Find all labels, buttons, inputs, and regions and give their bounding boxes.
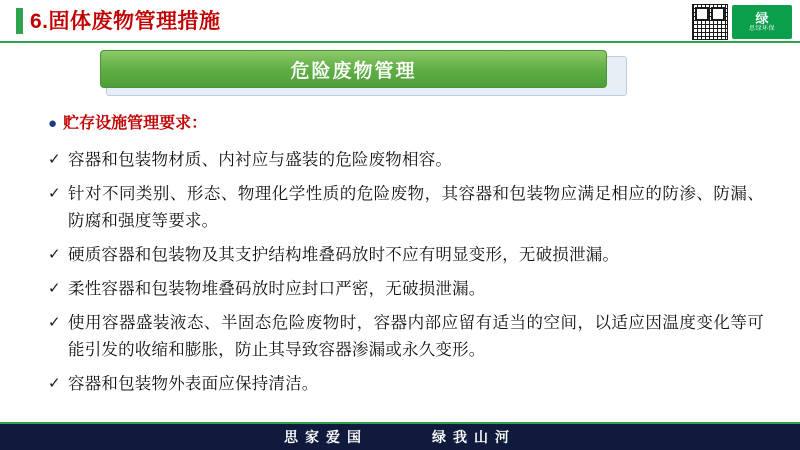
lead-line <box>48 112 764 136</box>
section-banner <box>100 50 625 94</box>
check-icon: ✓ <box>48 246 61 263</box>
list-item <box>48 275 764 302</box>
list-item-text: 容器和包装物材质、内衬应与盛装的危险废物相容。 <box>68 150 453 169</box>
list-item-text: 容器和包装物外表面应保持清洁。 <box>68 374 319 393</box>
list-item <box>48 180 764 234</box>
banner-title: 危险废物管理 <box>290 60 417 82</box>
company-logo <box>732 5 792 39</box>
check-icon: ✓ <box>48 314 61 331</box>
banner-plate <box>100 50 607 88</box>
list-item <box>48 146 764 173</box>
check-icon: ✓ <box>48 280 61 297</box>
logo-text: 思绿环保 <box>748 25 775 32</box>
slide-header <box>0 0 800 42</box>
lead-heading: 贮存设施管理要求： <box>63 115 208 132</box>
brand-logo-group <box>692 4 792 40</box>
page-title: 6.固体废物管理措施 <box>30 10 221 33</box>
slide-footer <box>0 424 800 450</box>
list-item-text: 柔性容器和包装物堆叠码放时应封口严密，无破损泄漏。 <box>68 279 486 298</box>
logo-mark: 绿 <box>755 10 769 26</box>
header-accent-bar <box>16 8 23 34</box>
list-item-text: 使用容器盛装液态、半固态危险废物时，容器内部应留有适当的空间，以适应因温度变化等可能引发的收缩和膨胀，防止其导致容器渗漏或永久变形。 <box>68 313 764 359</box>
qr-code-icon[interactable] <box>692 4 728 40</box>
bullet-dot-icon: ● <box>48 116 58 132</box>
list-item <box>48 370 764 397</box>
header-divider <box>0 41 800 43</box>
footer-left-text: 思家爱国 <box>284 429 368 445</box>
list-item-text: 针对不同类别、形态、物理化学性质的危险废物，其容器和包装物应满足相应的防渗、防漏、防腐和强度等要求。 <box>68 184 764 230</box>
slide-body <box>48 112 764 404</box>
list-item <box>48 309 764 363</box>
check-icon: ✓ <box>48 151 61 168</box>
footer-content <box>284 427 516 447</box>
check-icon: ✓ <box>48 375 61 392</box>
list-item-text: 硬质容器和包装物及其支护结构堆叠码放时不应有明显变形，无破损泄漏。 <box>68 245 620 264</box>
footer-right-text: 绿我山河 <box>432 429 516 445</box>
check-icon: ✓ <box>48 185 61 202</box>
list-item <box>48 241 764 268</box>
